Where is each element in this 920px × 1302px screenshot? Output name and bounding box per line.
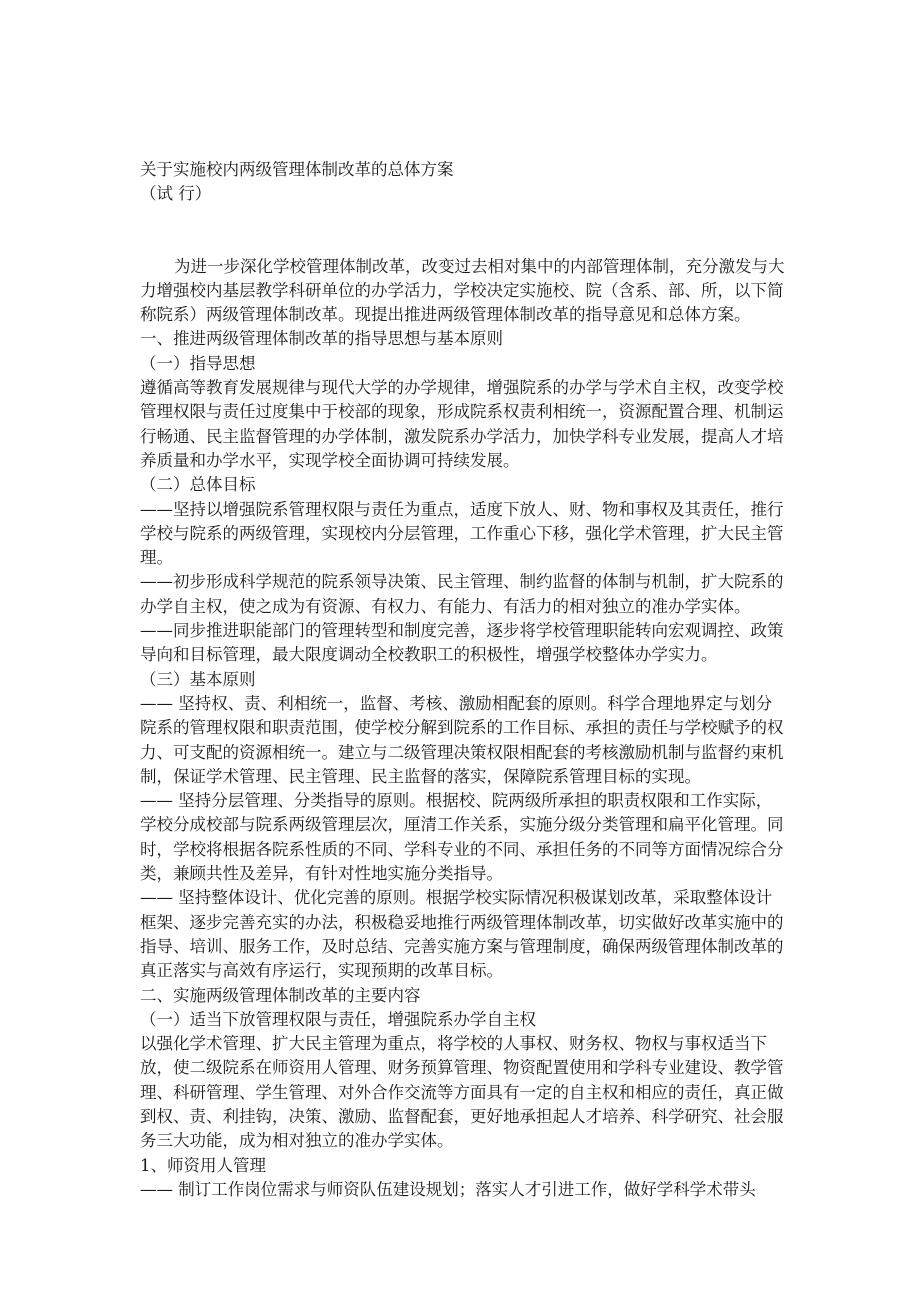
subheading-guiding-ideology: （一）指导思想 <box>140 353 256 373</box>
paragraph-guiding-ideology: 遵循高等教育发展规律与现代大学的办学规律，增强院系的办学与学术自主权，改变学校管理权限与责任过度集中于校部的现象，形成院系权责利相统一，资源配置合理、机制运行畅通、民主监督管理的办学体制，激发院系办学活力，加快学科专业发展，提高人才培养质量和办学水平，实现学校全面协调可持续发展。 <box>140 378 784 470</box>
principle-item: —— 坚持权、责、利相统一，监督、考核、激励相配套的原则。科学合理地界定与划分院系的管理权限和职责范围，使学校分解到院系的工作目标、承担的责任与学校赋予的权力、可支配的资源相统一。建立与二级管理决策权限相配套的考核激励机制与监督约束机制，保证学术管理、民主管理、民主监督的落实，保障院系管理目标的实现。 <box>140 693 784 786</box>
item-heading-staff-management: 1、师资用人管理 <box>140 1155 266 1175</box>
subheading-basic-principles: （三）基本原则 <box>140 669 256 689</box>
document-subtitle: （试 行） <box>140 184 212 204</box>
blank-line <box>140 207 785 255</box>
section-heading-2: 二、实施两级管理体制改革的主要内容 <box>140 985 421 1005</box>
paragraph-delegation: 以强化学术管理、扩大民主管理为重点，将学校的人事权、财务权、物权与事权适当下放，使二级院系在师资用人管理、财务预算管理、物资配置使用和学科专业建设、教学管理、科研管理、学生管理、对外合作交流等方面具有一定的自主权和相应的责任，真正做到权、责、利挂钩，决策、激励、监督配套，更好地承担起人才培养、科学研究、社会服务三大功能，成为相对独立的准办学实体。 <box>140 1034 784 1151</box>
document-title: 关于实施校内两级管理体制改革的总体方案 <box>140 160 454 179</box>
goal-item: ——坚持以增强院系管理权限与责任为重点，适度下放人、财、物和事权及其责任，推行学校与院系的两级管理，实现校内分层管理，工作重心下移，强化学术管理，扩大民主管理。 <box>140 499 784 568</box>
subheading-delegation: （一）适当下放管理权限与责任，增强院系办学自主权 <box>140 1009 536 1029</box>
principle-item: —— 坚持整体设计、优化完善的原则。根据学校实际情况积极谋划改革，采取整体设计框架、逐步完善充实的办法，积极稳妥地推行两级管理体制改革，切实做好改革实施中的指导、培训、服务工作，及时总结、完善实施方案与管理制度，确保两级管理体制改革的真正落实与高效有序运行，实现预期的改革目标。 <box>140 888 784 981</box>
document-body <box>140 158 785 1202</box>
paragraph-staff-management: —— 制订工作岗位需求与师资队伍建设规划；落实人才引进工作，做好学科学术带头 <box>140 1179 756 1199</box>
principle-item: —— 坚持分层管理、分类指导的原则。根据校、院两级所承担的职责权限和工作实际，学校分成校部与院系两级管理层次，厘清工作关系，实施分级分类管理和扁平化管理。同时，学校将根据各院系性质的不同、学科专业的不同、承担任务的不同等方面情况综合分类，兼顾共性及差异，有针对性地实施分类指导。 <box>140 791 784 884</box>
intro-paragraph: 为进一步深化学校管理体制改革，改变过去相对集中的内部管理体制，充分激发与大力增强校内基层教学科研单位的办学活力，学校决定实施校、院（含系、部、所，以下简称院系）两级管理体制改革。现提出推进两级管理体制改革的指导意见和总体方案。 <box>140 256 785 325</box>
subheading-overall-goal: （二）总体目标 <box>140 475 256 495</box>
section-heading-1: 一、推进两级管理体制改革的指导思想与基本原则 <box>140 329 503 349</box>
goal-item: ——同步推进职能部门的管理转型和制度完善，逐步将学校管理职能转向宏观调控、政策导向和目标管理，最大限度调动全校教职工的积极性，增强学校整体办学实力。 <box>140 621 784 665</box>
goal-item: ——初步形成科学规范的院系领导决策、民主管理、制约监督的体制与机制，扩大院系的办学自主权，使之成为有资源、有权力、有能力、有活力的相对独立的准办学实体。 <box>140 572 784 616</box>
